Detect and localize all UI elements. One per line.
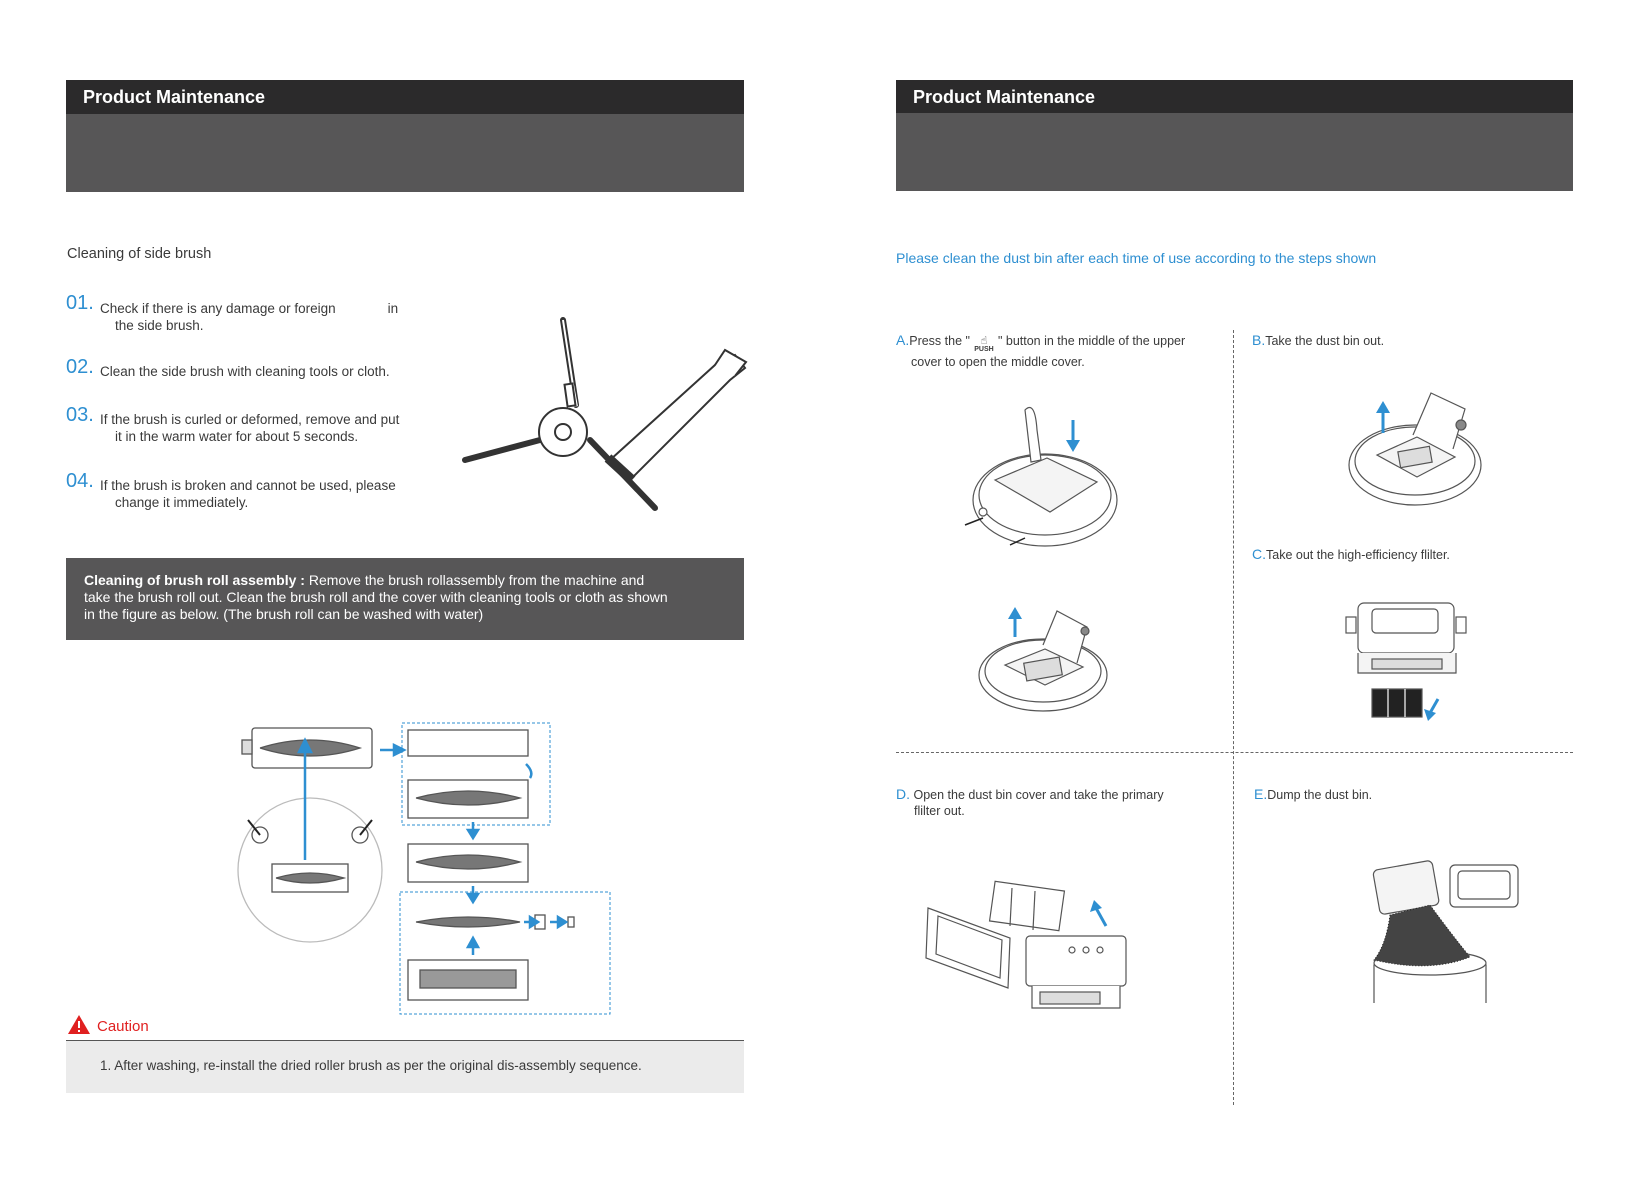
caution-label: Caution [97, 1018, 149, 1035]
step-02-number: 02. [66, 356, 94, 378]
caution-item: 1. After washing, re-install the dried roller brush as per the original dis-assembly sequence. [100, 1058, 642, 1073]
step-01-text [100, 300, 430, 334]
step-01-number: 01. [66, 292, 94, 314]
brush-roll-note-line3: in the figure as below. (The brush roll can be washed with water) [84, 606, 484, 622]
divider-vertical [1233, 330, 1234, 1105]
step-c [1252, 546, 1450, 563]
brush-roll-illustration [230, 720, 620, 1020]
dust-bin-intro: Please clean the dust bin after each time of use according to the steps shown [896, 250, 1377, 266]
divider-horizontal [896, 752, 1573, 753]
step-01-line2: the side brush. [115, 318, 204, 333]
step-b-letter: B. [1252, 332, 1266, 348]
step-a-text1b: " button in the middle of the upper [997, 334, 1186, 348]
right-header-band [896, 113, 1573, 191]
robot-press-illustration [955, 400, 1135, 560]
step-b [1252, 332, 1384, 349]
step-e [1254, 786, 1372, 803]
dump-dust-bin-illustration [1360, 855, 1530, 1010]
step-a-text2: cover to open the middle cover. [911, 355, 1085, 369]
step-04-number: 04. [66, 470, 94, 492]
step-d-letter: D. [896, 786, 910, 802]
step-03-line1: If the brush is curled or deformed, remove and put [100, 412, 400, 427]
step-d-text1: Open the dust bin cover and take the primary [913, 788, 1164, 802]
left-header-title: Product Maintenance [83, 87, 266, 107]
step-c-text: Take out the high-efficiency flilter. [1266, 548, 1450, 562]
primary-filter-illustration [920, 878, 1140, 1018]
caution-warning-icon [67, 1014, 91, 1035]
push-label: PUSH [974, 346, 994, 353]
step-03-number: 03. [66, 404, 94, 426]
brush-roll-note [66, 558, 744, 640]
right-header-title: Product Maintenance [913, 87, 1096, 107]
step-04-line2: change it immediately. [115, 495, 249, 510]
dust-bin-filter-illustration [1338, 595, 1478, 725]
step-04-text [100, 477, 440, 511]
step-01-line1b: in [387, 301, 399, 316]
step-a-text1a: Press the " [909, 334, 970, 348]
step-e-letter: E. [1254, 786, 1268, 802]
side-brush-illustration [450, 310, 760, 520]
step-04-line1: If the brush is broken and cannot be used, please [100, 478, 396, 493]
push-button-icon: ☝ PUSH [970, 336, 998, 354]
step-b-text: Take the dust bin out. [1265, 334, 1385, 348]
brush-roll-note-line2: take the brush roll out. Clean the brush roll and the cover with cleaning tools or cloth as shown [84, 589, 668, 605]
brush-roll-note-label: Cleaning of brush roll assembly : [84, 572, 305, 588]
robot-bin-out-illustration [1335, 385, 1495, 515]
step-03-text [100, 411, 440, 445]
right-header-bar [896, 80, 1573, 114]
step-c-letter: C. [1252, 546, 1266, 562]
step-a-letter: A. [896, 332, 910, 348]
step-a [896, 332, 1226, 370]
step-d-text2: flilter out. [914, 804, 965, 818]
step-03-line2: it in the warm water for about 5 seconds. [115, 429, 359, 444]
left-header-band [66, 114, 744, 192]
robot-open-cover-illustration [965, 605, 1125, 715]
step-02-text: Clean the side brush with cleaning tools or cloth. [100, 364, 390, 379]
step-e-text: Dump the dust bin. [1267, 788, 1373, 802]
step-d [896, 786, 1226, 819]
brush-roll-note-line1: Remove the brush rollassembly from the machine and [304, 572, 645, 588]
step-01-line1: Check if there is any damage or foreign [100, 301, 336, 316]
left-header-bar [66, 80, 744, 114]
side-brush-section-title: Cleaning of side brush [67, 246, 212, 262]
